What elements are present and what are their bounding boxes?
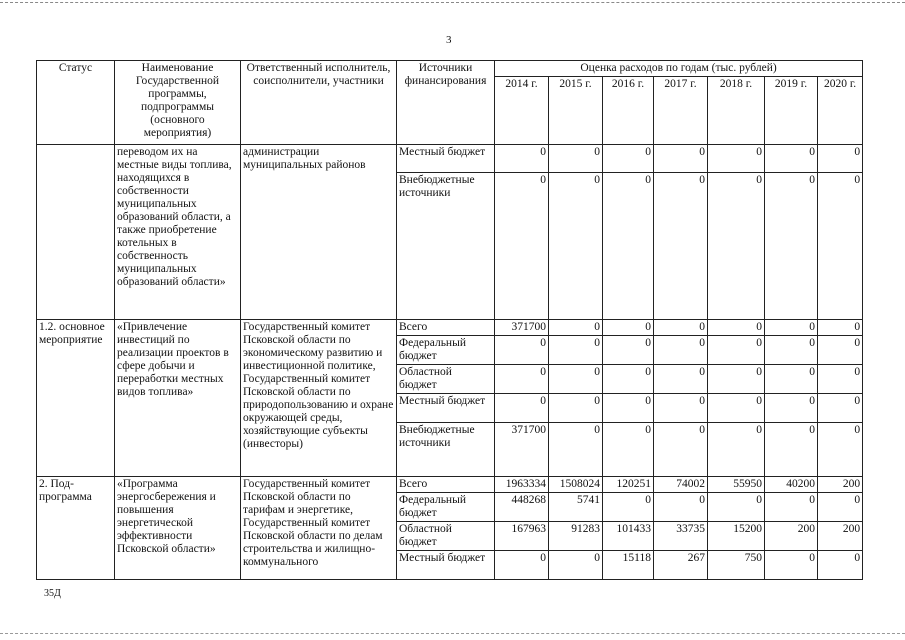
cell-value: 0 (549, 336, 603, 365)
cell-value: 750 (708, 551, 765, 580)
cell-value: 0 (765, 365, 818, 394)
header-sources: Источники финансирования (397, 61, 495, 145)
cell-value: 0 (765, 336, 818, 365)
cell-name: переводом их на местные виды топлива, находящихся в собственности муниципальных образований области, а также приобретение котельных в собственность муниципальных образований области» (115, 145, 241, 320)
cell-value: 40200 (765, 477, 818, 493)
page-number: 3 (446, 34, 452, 46)
cell-value: 0 (603, 320, 654, 336)
header-year: 2014 г. (495, 77, 549, 145)
table-row (37, 320, 863, 336)
cell-value: 74002 (654, 477, 708, 493)
cell-value: 0 (549, 551, 603, 580)
cell-value: 33735 (654, 522, 708, 551)
cell-value: 0 (818, 320, 863, 336)
cell-source: Областной бюджет (397, 522, 495, 551)
cell-value: 200 (818, 522, 863, 551)
cell-status: 2. Под-программа (37, 477, 115, 580)
cell-source: Внебюджетные источники (397, 423, 495, 477)
cell-value: 91283 (549, 522, 603, 551)
header-executor: Ответственный исполнитель, соисполнители, участники (241, 61, 397, 145)
cell-value: 0 (549, 394, 603, 423)
cell-value: 0 (818, 173, 863, 320)
header-estimate: Оценка расходов по годам (тыс. рублей) (495, 61, 863, 77)
cell-value: 0 (603, 336, 654, 365)
header-year: 2015 г. (549, 77, 603, 145)
cell-value: 0 (603, 173, 654, 320)
cell-source: Всего (397, 477, 495, 493)
cell-source: Областной бюджет (397, 365, 495, 394)
cell-source: Местный бюджет (397, 145, 495, 173)
cell-value: 0 (495, 551, 549, 580)
cell-value: 0 (765, 173, 818, 320)
cell-value: 448268 (495, 493, 549, 522)
cell-source: Внебюджетные источники (397, 173, 495, 320)
cell-value: 0 (654, 145, 708, 173)
cell-executor: Государственный комитет Псковской области по тарифам и энергетике, Государственный комитет Псковской области по делам строительства и жилищно-коммунального (241, 477, 397, 580)
cell-source: Всего (397, 320, 495, 336)
cell-source: Федеральный бюджет (397, 493, 495, 522)
cell-name: «Программа энергосбережения и повышения энергетической эффективности Псковской области» (115, 477, 241, 580)
cell-value: 0 (654, 320, 708, 336)
cell-value: 0 (549, 365, 603, 394)
header-year: 2019 г. (765, 77, 818, 145)
cell-value: 0 (765, 145, 818, 173)
cell-value: 0 (765, 493, 818, 522)
cell-source: Федеральный бюджет (397, 336, 495, 365)
header-row (37, 61, 863, 77)
cell-value: 0 (495, 365, 549, 394)
cell-source: Местный бюджет (397, 394, 495, 423)
cell-value: 0 (708, 320, 765, 336)
cell-value: 0 (708, 493, 765, 522)
cell-value: 0 (818, 551, 863, 580)
cell-value: 0 (818, 145, 863, 173)
cell-value: 0 (765, 320, 818, 336)
cell-value: 0 (818, 493, 863, 522)
cell-value: 120251 (603, 477, 654, 493)
cell-value: 55950 (708, 477, 765, 493)
cell-value: 0 (708, 394, 765, 423)
cell-value: 0 (708, 173, 765, 320)
header-status: Статус (37, 61, 115, 145)
cell-executor: администрации муниципальных районов (241, 145, 397, 320)
cell-value: 0 (708, 336, 765, 365)
header-name: Наименование Государственной программы, подпрограммы (основного мероприятия) (115, 61, 241, 145)
cell-value: 0 (765, 394, 818, 423)
cell-name: «Привлечение инвестиций по реализации проектов в сфере добычи и переработки местных видов топлива» (115, 320, 241, 477)
table-row (37, 145, 863, 173)
cell-value: 0 (708, 365, 765, 394)
cell-value: 0 (818, 336, 863, 365)
cell-value: 0 (654, 173, 708, 320)
budget-table (36, 60, 863, 580)
cell-value: 0 (708, 145, 765, 173)
cell-value: 15118 (603, 551, 654, 580)
header-year: 2018 г. (708, 77, 765, 145)
cell-value: 1508024 (549, 477, 603, 493)
cell-value: 200 (818, 477, 863, 493)
header-year: 2017 г. (654, 77, 708, 145)
cell-value: 267 (654, 551, 708, 580)
cell-value: 0 (603, 493, 654, 522)
header-year: 2016 г. (603, 77, 654, 145)
cell-value: 0 (654, 493, 708, 522)
cell-value: 0 (654, 336, 708, 365)
table-row (37, 477, 863, 493)
cell-value: 0 (818, 423, 863, 477)
cell-value: 0 (549, 145, 603, 173)
cell-value: 371700 (495, 320, 549, 336)
cell-value: 0 (654, 365, 708, 394)
cell-status (37, 145, 115, 320)
footer-code: 35Д (44, 588, 61, 599)
cell-value: 0 (495, 336, 549, 365)
cell-value: 0 (654, 423, 708, 477)
cell-value: 0 (603, 423, 654, 477)
cell-value: 0 (708, 423, 765, 477)
cell-value: 0 (818, 394, 863, 423)
cell-status: 1.2. основное мероприятие (37, 320, 115, 477)
scan-top-edge (0, 2, 905, 3)
cell-value: 15200 (708, 522, 765, 551)
cell-value: 0 (765, 423, 818, 477)
cell-value: 0 (549, 320, 603, 336)
cell-value: 167963 (495, 522, 549, 551)
cell-value: 5741 (549, 493, 603, 522)
scan-bottom-edge (0, 633, 905, 634)
cell-value: 0 (549, 173, 603, 320)
cell-value: 0 (765, 551, 818, 580)
cell-value: 0 (603, 365, 654, 394)
cell-value: 101433 (603, 522, 654, 551)
cell-value: 1963334 (495, 477, 549, 493)
cell-value: 200 (765, 522, 818, 551)
cell-value: 0 (818, 365, 863, 394)
cell-value: 0 (603, 145, 654, 173)
cell-value: 0 (549, 423, 603, 477)
cell-value: 371700 (495, 423, 549, 477)
cell-value: 0 (495, 145, 549, 173)
cell-value: 0 (495, 394, 549, 423)
cell-executor: Государственный комитет Псковской области по экономическому развитию и инвестиционной политике, Государственный комитет Псковской области по природопользованию и охране окружающей среды, хозяйствующие субъекты (инвесторы) (241, 320, 397, 477)
cell-value: 0 (603, 394, 654, 423)
header-year: 2020 г. (818, 77, 863, 145)
cell-value: 0 (495, 173, 549, 320)
cell-value: 0 (654, 394, 708, 423)
cell-source: Местный бюджет (397, 551, 495, 580)
